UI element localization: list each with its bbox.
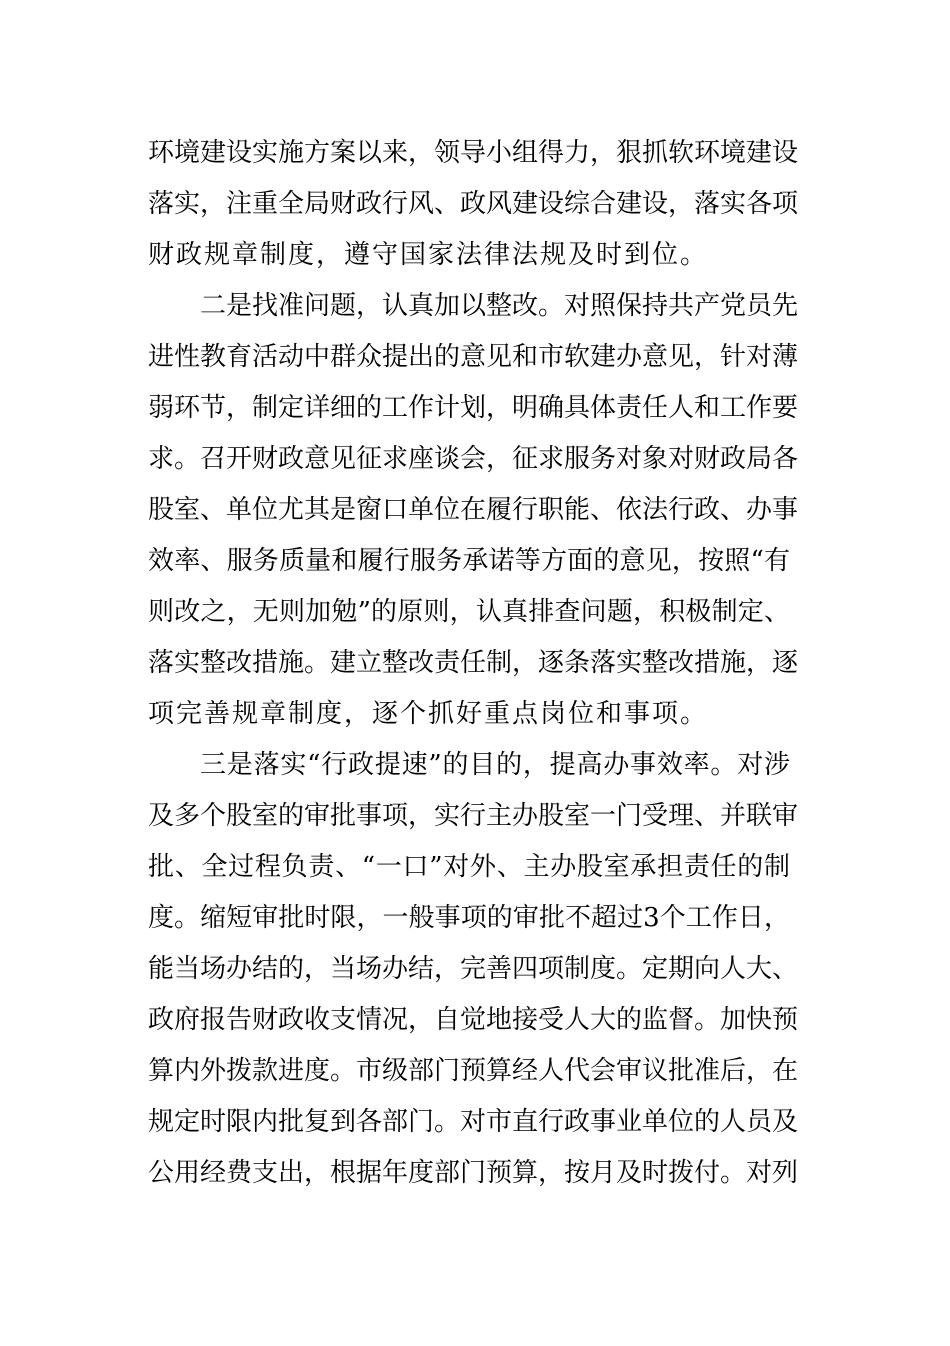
text-line: 则改之，无则加勉”的原则，认真排查问题，积极制定、 xyxy=(148,597,790,627)
text-line: 落实，注重全局财政行风、政风建设综合建设，落实各项 xyxy=(148,189,799,219)
text-line: 算内外拨款进度。市级部门预算经人代会审议批准后，在 xyxy=(148,1056,799,1086)
text-line: 求。召开财政意见征求座谈会，征求服务对象对财政局各 xyxy=(148,444,799,474)
paragraph-2 xyxy=(148,281,799,740)
text-line: 落实整改措施。建立整改责任制，逐条落实整改措施，逐 xyxy=(148,648,799,678)
text-line: 三是落实“行政提速”的目的，提高办事效率。对涉 xyxy=(200,750,790,780)
text-line: 公用经费支出，根据年度部门预算，按月及时拨付。对列 xyxy=(148,1158,799,1188)
paragraph-1 xyxy=(148,128,799,281)
text-line: 及多个股室的审批事项，实行主办股室一门受理、并联审 xyxy=(148,801,799,831)
text-line: 政府报告财政收支情况，自觉地接受人大的监督。加快预 xyxy=(148,1005,799,1035)
text-line: 进性教育活动中群众提出的意见和市软建办意见，针对薄 xyxy=(148,342,799,372)
text-line: 股室、单位尤其是窗口单位在履行职能、依法行政、办事 xyxy=(148,495,799,525)
text-line: 批、全过程负责、“一口”对外、主办股室承担责任的制 xyxy=(148,852,790,882)
text-line: 能当场办结的，当场办结，完善四项制度。定期向人大、 xyxy=(148,954,799,984)
text-line: 二是找准问题，认真加以整改。对照保持共产党员先 xyxy=(200,291,799,321)
text-line: 效率、服务质量和履行服务承诺等方面的意见，按照“有 xyxy=(148,546,790,576)
text-line: 规定时限内批复到各部门。对市直行政事业单位的人员及 xyxy=(148,1107,799,1137)
text-line: 财政规章制度，遵守国家法律法规及时到位。 xyxy=(148,240,709,270)
text-line: 项完善规章制度，逐个抓好重点岗位和事项。 xyxy=(148,699,709,729)
paragraph-3 xyxy=(148,740,799,1199)
text-line: 度。缩短审批时限，一般事项的审批不超过3个工作日， xyxy=(148,903,790,933)
text-line: 弱环节，制定详细的工作计划，明确具体责任人和工作要 xyxy=(148,393,799,423)
text-line: 环境建设实施方案以来，领导小组得力，狠抓软环境建设 xyxy=(148,138,799,168)
document-body xyxy=(148,128,799,1199)
